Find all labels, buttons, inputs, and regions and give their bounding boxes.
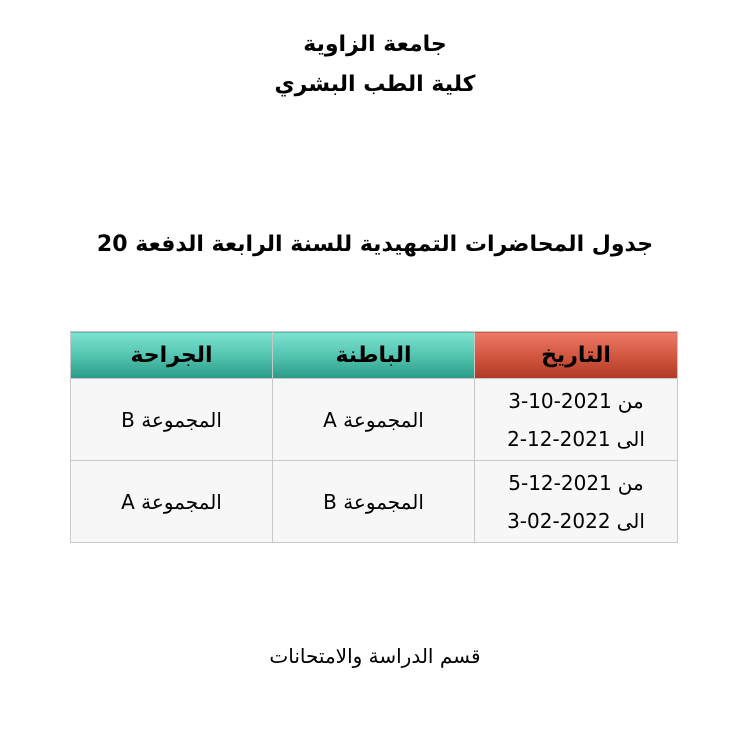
from-label: من xyxy=(617,470,644,495)
date-to-line xyxy=(475,420,677,458)
to-label: الى xyxy=(616,426,645,451)
internal-medicine-group: المجموعة B xyxy=(323,489,424,514)
department-footer: قسم الدراسة والامتحانات xyxy=(269,644,481,668)
internal-medicine-group: المجموعة A xyxy=(323,407,424,432)
date-range-cell xyxy=(475,461,678,543)
header-date: التاريخ xyxy=(475,332,678,379)
to-date: 3-02-2022 xyxy=(507,508,611,533)
date-range-cell xyxy=(475,379,678,461)
schedule-table xyxy=(70,331,678,543)
university-name: جامعة الزاوية xyxy=(303,32,447,57)
header-surgery: الجراحة xyxy=(71,332,273,379)
surgery-group-cell xyxy=(71,461,273,543)
surgery-group: المجموعة A xyxy=(121,489,222,514)
internal-medicine-group-cell xyxy=(273,461,475,543)
document-title: جدول المحاضرات التمهيدية للسنة الرابعة الدفعة 20 xyxy=(96,232,654,257)
to-label: الى xyxy=(616,508,645,533)
table-row xyxy=(71,461,678,543)
date-from-line xyxy=(475,382,677,420)
header-internal-medicine: الباطنة xyxy=(273,332,475,379)
table-row xyxy=(71,379,678,461)
date-to-line xyxy=(475,502,677,540)
table-header-row xyxy=(71,332,678,379)
from-date: 5-12-2021 xyxy=(508,470,612,495)
internal-medicine-group-cell xyxy=(273,379,475,461)
to-date: 2-12-2021 xyxy=(507,426,611,451)
surgery-group: المجموعة B xyxy=(121,407,222,432)
from-date: 3-10-2021 xyxy=(508,388,612,413)
faculty-name: كلية الطب البشري xyxy=(274,72,476,97)
from-label: من xyxy=(617,388,644,413)
date-from-line xyxy=(475,464,677,502)
surgery-group-cell xyxy=(71,379,273,461)
